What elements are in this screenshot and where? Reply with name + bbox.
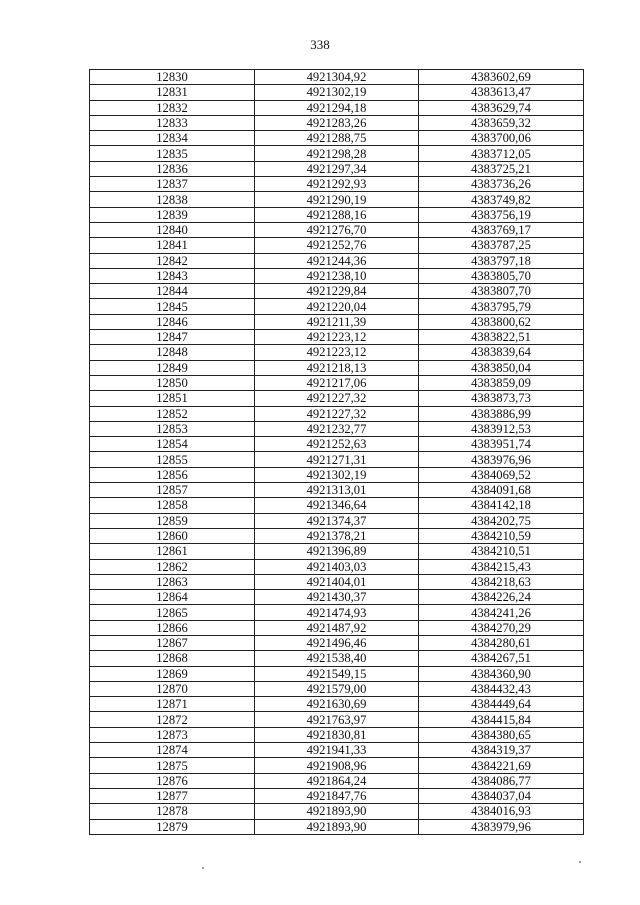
y-coordinate-cell: 4384210,51 xyxy=(419,544,584,559)
point-number-cell: 12837 xyxy=(90,177,255,192)
table-row xyxy=(90,681,584,696)
x-coordinate-cell: 4921487,92 xyxy=(255,620,419,635)
x-coordinate-cell: 4921538,40 xyxy=(255,651,419,666)
y-coordinate-cell: 4383807,70 xyxy=(419,284,584,299)
x-coordinate-cell: 4921227,32 xyxy=(255,391,419,406)
point-number-cell: 12838 xyxy=(90,192,255,207)
y-coordinate-cell: 4384449,64 xyxy=(419,697,584,712)
table-row xyxy=(90,177,584,192)
y-coordinate-cell: 4384215,43 xyxy=(419,559,584,574)
y-coordinate-cell: 4384210,59 xyxy=(419,528,584,543)
point-number-cell: 12870 xyxy=(90,681,255,696)
x-coordinate-cell: 4921220,04 xyxy=(255,299,419,314)
table-row xyxy=(90,238,584,253)
table-row xyxy=(90,620,584,635)
y-coordinate-cell: 4384069,52 xyxy=(419,467,584,482)
x-coordinate-cell: 4921893,90 xyxy=(255,819,419,834)
point-number-cell: 12831 xyxy=(90,85,255,100)
x-coordinate-cell: 4921298,28 xyxy=(255,146,419,161)
x-coordinate-cell: 4921229,84 xyxy=(255,284,419,299)
y-coordinate-cell: 4384280,61 xyxy=(419,635,584,650)
x-coordinate-cell: 4921211,39 xyxy=(255,314,419,329)
y-coordinate-cell: 4384360,90 xyxy=(419,666,584,681)
x-coordinate-cell: 4921474,93 xyxy=(255,605,419,620)
x-coordinate-cell: 4921288,75 xyxy=(255,131,419,146)
x-coordinate-cell: 4921227,32 xyxy=(255,406,419,421)
table-row xyxy=(90,666,584,681)
x-coordinate-cell: 4921217,06 xyxy=(255,375,419,390)
point-number-cell: 12841 xyxy=(90,238,255,253)
y-coordinate-cell: 4383756,19 xyxy=(419,207,584,222)
point-number-cell: 12871 xyxy=(90,697,255,712)
point-number-cell: 12855 xyxy=(90,452,255,467)
y-coordinate-cell: 4383725,21 xyxy=(419,161,584,176)
x-coordinate-cell: 4921292,93 xyxy=(255,177,419,192)
point-number-cell: 12833 xyxy=(90,115,255,130)
x-coordinate-cell: 4921908,96 xyxy=(255,758,419,773)
point-number-cell: 12876 xyxy=(90,773,255,788)
point-number-cell: 12845 xyxy=(90,299,255,314)
y-coordinate-cell: 4383800,62 xyxy=(419,314,584,329)
point-number-cell: 12852 xyxy=(90,406,255,421)
y-coordinate-cell: 4383850,04 xyxy=(419,360,584,375)
y-coordinate-cell: 4384380,65 xyxy=(419,727,584,742)
table-row xyxy=(90,590,584,605)
x-coordinate-cell: 4921244,36 xyxy=(255,253,419,268)
x-coordinate-cell: 4921252,63 xyxy=(255,437,419,452)
point-number-cell: 12850 xyxy=(90,375,255,390)
y-coordinate-cell: 4383859,09 xyxy=(419,375,584,390)
point-number-cell: 12854 xyxy=(90,437,255,452)
point-number-cell: 12844 xyxy=(90,284,255,299)
y-coordinate-cell: 4384202,75 xyxy=(419,513,584,528)
table-row xyxy=(90,528,584,543)
y-coordinate-cell: 4383700,06 xyxy=(419,131,584,146)
y-coordinate-cell: 4383873,73 xyxy=(419,391,584,406)
point-number-cell: 12839 xyxy=(90,207,255,222)
x-coordinate-cell: 4921404,01 xyxy=(255,574,419,589)
point-number-cell: 12864 xyxy=(90,590,255,605)
y-coordinate-cell: 4383712,05 xyxy=(419,146,584,161)
point-number-cell: 12856 xyxy=(90,467,255,482)
x-coordinate-cell: 4921271,31 xyxy=(255,452,419,467)
table-row xyxy=(90,712,584,727)
x-coordinate-cell: 4921302,19 xyxy=(255,467,419,482)
x-coordinate-cell: 4921378,21 xyxy=(255,528,419,543)
y-coordinate-cell: 4384267,51 xyxy=(419,651,584,666)
y-coordinate-cell: 4384016,93 xyxy=(419,804,584,819)
point-number-cell: 12836 xyxy=(90,161,255,176)
table-row xyxy=(90,192,584,207)
y-coordinate-cell: 4383602,69 xyxy=(419,70,584,85)
table-row xyxy=(90,758,584,773)
x-coordinate-cell: 4921238,10 xyxy=(255,268,419,283)
point-number-cell: 12861 xyxy=(90,544,255,559)
x-coordinate-cell: 4921941,33 xyxy=(255,743,419,758)
x-coordinate-cell: 4921403,03 xyxy=(255,559,419,574)
table-row xyxy=(90,605,584,620)
point-number-cell: 12849 xyxy=(90,360,255,375)
table-row xyxy=(90,85,584,100)
point-number-cell: 12842 xyxy=(90,253,255,268)
table-row xyxy=(90,100,584,115)
scan-speck xyxy=(579,861,581,863)
table-row xyxy=(90,70,584,85)
point-number-cell: 12863 xyxy=(90,574,255,589)
y-coordinate-cell: 4384241,26 xyxy=(419,605,584,620)
y-coordinate-cell: 4383951,74 xyxy=(419,437,584,452)
x-coordinate-cell: 4921294,18 xyxy=(255,100,419,115)
x-coordinate-cell: 4921549,15 xyxy=(255,666,419,681)
point-number-cell: 12857 xyxy=(90,483,255,498)
table-row xyxy=(90,574,584,589)
table-row xyxy=(90,773,584,788)
scan-speck xyxy=(202,867,204,869)
x-coordinate-cell: 4921579,00 xyxy=(255,681,419,696)
x-coordinate-cell: 4921374,37 xyxy=(255,513,419,528)
y-coordinate-cell: 4384142,18 xyxy=(419,498,584,513)
table-row xyxy=(90,559,584,574)
table-row xyxy=(90,651,584,666)
y-coordinate-cell: 4384319,37 xyxy=(419,743,584,758)
x-coordinate-cell: 4921218,13 xyxy=(255,360,419,375)
point-number-cell: 12840 xyxy=(90,222,255,237)
table-row xyxy=(90,788,584,803)
y-coordinate-cell: 4384218,63 xyxy=(419,574,584,589)
y-coordinate-cell: 4384091,68 xyxy=(419,483,584,498)
x-coordinate-cell: 4921847,76 xyxy=(255,788,419,803)
table-row xyxy=(90,131,584,146)
x-coordinate-cell: 4921893,90 xyxy=(255,804,419,819)
x-coordinate-cell: 4921223,12 xyxy=(255,330,419,345)
y-coordinate-cell: 4383979,96 xyxy=(419,819,584,834)
x-coordinate-cell: 4921304,92 xyxy=(255,70,419,85)
point-number-cell: 12872 xyxy=(90,712,255,727)
point-number-cell: 12865 xyxy=(90,605,255,620)
x-coordinate-cell: 4921346,64 xyxy=(255,498,419,513)
x-coordinate-cell: 4921297,34 xyxy=(255,161,419,176)
table-row xyxy=(90,207,584,222)
table-row xyxy=(90,483,584,498)
x-coordinate-cell: 4921283,26 xyxy=(255,115,419,130)
point-number-cell: 12867 xyxy=(90,635,255,650)
table-row xyxy=(90,284,584,299)
x-coordinate-cell: 4921496,46 xyxy=(255,635,419,650)
point-number-cell: 12879 xyxy=(90,819,255,834)
x-coordinate-cell: 4921864,24 xyxy=(255,773,419,788)
x-coordinate-cell: 4921302,19 xyxy=(255,85,419,100)
x-coordinate-cell: 4921763,97 xyxy=(255,712,419,727)
table-row xyxy=(90,115,584,130)
point-number-cell: 12846 xyxy=(90,314,255,329)
coordinates-table xyxy=(89,69,584,835)
y-coordinate-cell: 4383912,53 xyxy=(419,421,584,436)
point-number-cell: 12873 xyxy=(90,727,255,742)
table-row xyxy=(90,222,584,237)
point-number-cell: 12862 xyxy=(90,559,255,574)
x-coordinate-cell: 4921276,70 xyxy=(255,222,419,237)
y-coordinate-cell: 4384086,77 xyxy=(419,773,584,788)
y-coordinate-cell: 4383659,32 xyxy=(419,115,584,130)
point-number-cell: 12860 xyxy=(90,528,255,543)
y-coordinate-cell: 4383797,18 xyxy=(419,253,584,268)
table-row xyxy=(90,406,584,421)
x-coordinate-cell: 4921288,16 xyxy=(255,207,419,222)
table-row xyxy=(90,743,584,758)
table-row xyxy=(90,697,584,712)
y-coordinate-cell: 4383769,17 xyxy=(419,222,584,237)
point-number-cell: 12830 xyxy=(90,70,255,85)
table-row xyxy=(90,819,584,834)
y-coordinate-cell: 4383629,74 xyxy=(419,100,584,115)
point-number-cell: 12874 xyxy=(90,743,255,758)
point-number-cell: 12835 xyxy=(90,146,255,161)
y-coordinate-cell: 4383749,82 xyxy=(419,192,584,207)
y-coordinate-cell: 4384270,29 xyxy=(419,620,584,635)
table-row xyxy=(90,452,584,467)
x-coordinate-cell: 4921223,12 xyxy=(255,345,419,360)
y-coordinate-cell: 4384226,24 xyxy=(419,590,584,605)
y-coordinate-cell: 4383886,99 xyxy=(419,406,584,421)
y-coordinate-cell: 4384037,04 xyxy=(419,788,584,803)
point-number-cell: 12877 xyxy=(90,788,255,803)
y-coordinate-cell: 4383822,51 xyxy=(419,330,584,345)
table-row xyxy=(90,513,584,528)
table-row xyxy=(90,467,584,482)
table-row xyxy=(90,437,584,452)
point-number-cell: 12858 xyxy=(90,498,255,513)
table-row xyxy=(90,330,584,345)
x-coordinate-cell: 4921232,77 xyxy=(255,421,419,436)
y-coordinate-cell: 4383613,47 xyxy=(419,85,584,100)
table-row xyxy=(90,268,584,283)
point-number-cell: 12832 xyxy=(90,100,255,115)
point-number-cell: 12875 xyxy=(90,758,255,773)
x-coordinate-cell: 4921252,76 xyxy=(255,238,419,253)
y-coordinate-cell: 4384415,84 xyxy=(419,712,584,727)
x-coordinate-cell: 4921313,01 xyxy=(255,483,419,498)
table-row xyxy=(90,345,584,360)
x-coordinate-cell: 4921290,19 xyxy=(255,192,419,207)
point-number-cell: 12869 xyxy=(90,666,255,681)
x-coordinate-cell: 4921430,37 xyxy=(255,590,419,605)
x-coordinate-cell: 4921830,81 xyxy=(255,727,419,742)
table-row xyxy=(90,421,584,436)
table-row xyxy=(90,360,584,375)
point-number-cell: 12843 xyxy=(90,268,255,283)
table-row xyxy=(90,161,584,176)
y-coordinate-cell: 4383805,70 xyxy=(419,268,584,283)
y-coordinate-cell: 4383976,96 xyxy=(419,452,584,467)
x-coordinate-cell: 4921630,69 xyxy=(255,697,419,712)
point-number-cell: 12847 xyxy=(90,330,255,345)
point-number-cell: 12866 xyxy=(90,620,255,635)
table-row xyxy=(90,375,584,390)
y-coordinate-cell: 4383795,79 xyxy=(419,299,584,314)
point-number-cell: 12859 xyxy=(90,513,255,528)
y-coordinate-cell: 4383736,26 xyxy=(419,177,584,192)
x-coordinate-cell: 4921396,89 xyxy=(255,544,419,559)
point-number-cell: 12834 xyxy=(90,131,255,146)
point-number-cell: 12868 xyxy=(90,651,255,666)
table-row xyxy=(90,299,584,314)
point-number-cell: 12848 xyxy=(90,345,255,360)
page-number: 338 xyxy=(310,37,330,52)
table-row xyxy=(90,314,584,329)
table-row xyxy=(90,253,584,268)
table-row xyxy=(90,146,584,161)
y-coordinate-cell: 4384432,43 xyxy=(419,681,584,696)
table-row xyxy=(90,804,584,819)
point-number-cell: 12851 xyxy=(90,391,255,406)
y-coordinate-cell: 4384221,69 xyxy=(419,758,584,773)
coordinates-table-body xyxy=(90,70,584,835)
point-number-cell: 12853 xyxy=(90,421,255,436)
table-row xyxy=(90,544,584,559)
y-coordinate-cell: 4383787,25 xyxy=(419,238,584,253)
y-coordinate-cell: 4383839,64 xyxy=(419,345,584,360)
table-row xyxy=(90,498,584,513)
table-row xyxy=(90,727,584,742)
point-number-cell: 12878 xyxy=(90,804,255,819)
table-row xyxy=(90,391,584,406)
table-row xyxy=(90,635,584,650)
